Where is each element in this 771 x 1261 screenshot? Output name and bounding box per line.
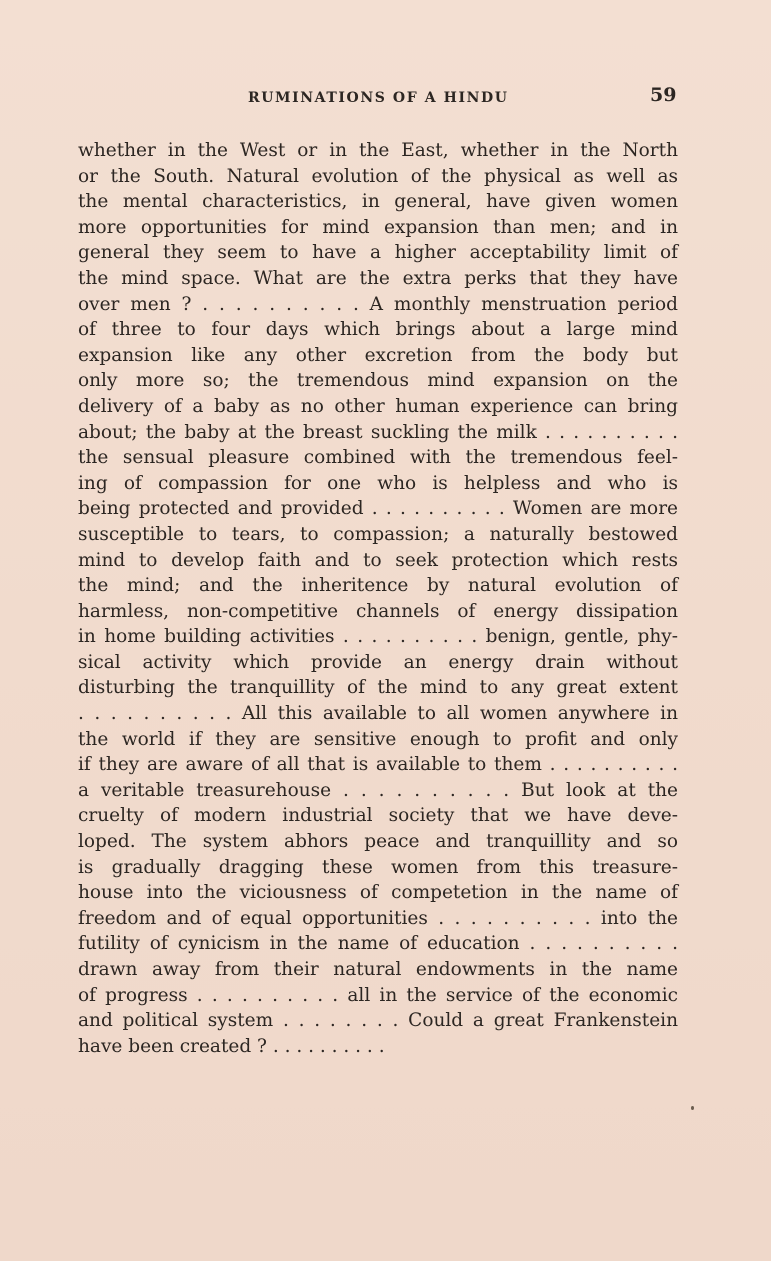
text-line: house into the viciousness of competetion in the name of	[78, 882, 678, 904]
text-line: harmless, non-competitive channels of energy dissipation	[78, 600, 678, 622]
text-line: about; the baby at the breast suckling the milk . . . . . . . . . .	[78, 421, 678, 443]
text-line: of progress . . . . . . . . . . all in the service of the economic	[78, 984, 678, 1006]
ink-speck	[691, 1106, 694, 1110]
text-line: sical activity which provide an energy drain without	[78, 651, 678, 673]
text-line: have been created ? . . . . . . . . . .	[78, 1035, 385, 1057]
text-line: is gradually dragging these women from this treasure-	[78, 856, 678, 878]
text-line: over men ? . . . . . . . . . . A monthly menstruation period	[78, 293, 678, 315]
text-line: or the South. Natural evolution of the physical as well as	[78, 165, 678, 187]
text-line: disturbing the tranquillity of the mind to any great extent	[78, 677, 678, 699]
text-line: general they seem to have a higher acceptability limit of	[78, 242, 678, 264]
text-line: expansion like any other excretion from the body but	[78, 344, 678, 366]
text-line: . . . . . . . . . . All this available to all women anywhere in	[78, 703, 678, 725]
page-number: 59	[650, 84, 677, 106]
text-line: cruelty of modern industrial society that we have deve-	[78, 805, 678, 827]
text-line: mind to develop faith and to seek protection which rests	[78, 549, 678, 571]
text-line: drawn away from their natural endowments in the name	[78, 959, 678, 980]
text-line: delivery of a baby as no other human experience can bring	[78, 395, 678, 417]
text-line: freedom and of equal opportunities . . . . . . . . . . into the	[78, 907, 678, 929]
text-line: whether in the West or in the East, whether in the North	[78, 140, 678, 161]
text-line: in home building activities . . . . . . . . . . benign, gentle, phy-	[78, 626, 678, 648]
text-line: being protected and provided . . . . . . . . . . Women are more	[78, 498, 678, 520]
text-line: susceptible to tears, to compassion; a naturally bestowed	[78, 523, 678, 545]
body-paragraph	[78, 138, 678, 1059]
text-line: ing of compassion for one who is helpless and who is	[78, 472, 678, 494]
text-line: of three to four days which brings about a large mind	[78, 319, 678, 341]
text-line: if they are aware of all that is available to them . . . . . . . . . .	[78, 754, 678, 776]
text-line: the sensual pleasure combined with the tremendous feel-	[78, 447, 678, 469]
text-line: a veritable treasurehouse . . . . . . . . . . But look at the	[78, 779, 678, 801]
text-line: futility of cynicism in the name of education . . . . . . . . . .	[78, 933, 678, 955]
running-head	[0, 84, 771, 110]
text-line: the mind space. What are the extra perks that they have	[78, 267, 678, 289]
text-line: and political system . . . . . . . . Could a great Frankenstein	[78, 1010, 678, 1032]
text-line: more opportunities for mind expansion than men; and in	[78, 216, 678, 238]
text-line: the mental characteristics, in general, have given women	[78, 191, 678, 213]
text-line: loped. The system abhors peace and tranquillity and so	[78, 831, 678, 853]
text-line: only more so; the tremendous mind expansion on the	[78, 370, 678, 392]
text-line: the mind; and the inheritence by natural evolution of	[78, 575, 678, 597]
text-line: the world if they are sensitive enough to profit and only	[78, 728, 678, 750]
running-title: RUMINATIONS OF A HINDU	[248, 90, 509, 106]
